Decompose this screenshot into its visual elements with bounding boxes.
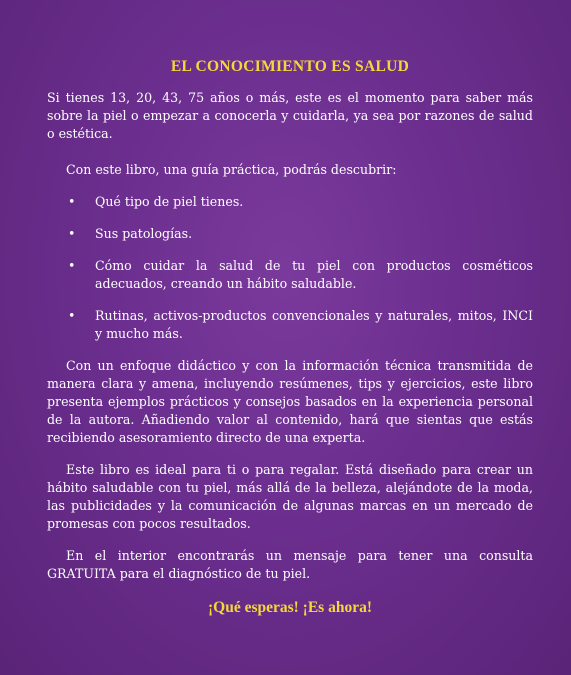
list-item xyxy=(47,225,533,243)
feature-list xyxy=(47,193,533,343)
lead-paragraph: Con este libro, una guía práctica, podrás descubrir: xyxy=(66,162,397,177)
intro-paragraph: Si tienes 13, 20, 43, 75 años o más, este es el momento para saber más sobre la piel o empezar a conocerla y cuidarla, ya sea por razones de salud o estética. xyxy=(47,90,533,141)
list-item-text: Qué tipo de piel tienes. xyxy=(95,194,244,209)
body-paragraph: En el interior encontrarás un mensaje para tener una consulta GRATUITA para el diagnóstico de tu piel. xyxy=(47,548,533,581)
page-title: EL CONOCIMIENTO ES SALUD xyxy=(170,58,410,75)
list-item xyxy=(47,193,533,211)
bullet-icon: • xyxy=(68,194,76,209)
body-paragraph: Este libro es ideal para ti o para regalar. Está diseñado para crear un hábito saludable con tu piel, más allá de la belleza, alejándote de la moda, las publicidades y la comunicación de algunas marcas en un mercado de promesas con pocos resultados. xyxy=(47,462,533,531)
list-item-text: Cómo cuidar la salud de tu piel con productos cosméticos adecuados, creando un hábito saludable. xyxy=(95,258,533,291)
list-item-text: Sus patologías. xyxy=(95,226,193,241)
bullet-icon: • xyxy=(68,308,76,323)
list-item-text: Rutinas, activos-productos convencionales y naturales, mitos, INCI y mucho más. xyxy=(95,308,533,341)
body-paragraph: Con un enfoque didáctico y con la información técnica transmitida de manera clara y amena, incluyendo resúmenes, tips y ejercicios, este libro presenta ejemplos prácticos y consejos basados en la experiencia personal de la autora. Añadiendo valor al contenido, hará que sientas que estás recibiendo asesoramiento directo de una experta. xyxy=(47,358,533,445)
list-item xyxy=(47,257,533,293)
list-item xyxy=(47,307,533,343)
bullet-icon: • xyxy=(68,258,76,273)
closing-call-to-action: ¡Qué esperas! ¡Es ahora! xyxy=(207,599,373,616)
bullet-icon: • xyxy=(68,226,76,241)
